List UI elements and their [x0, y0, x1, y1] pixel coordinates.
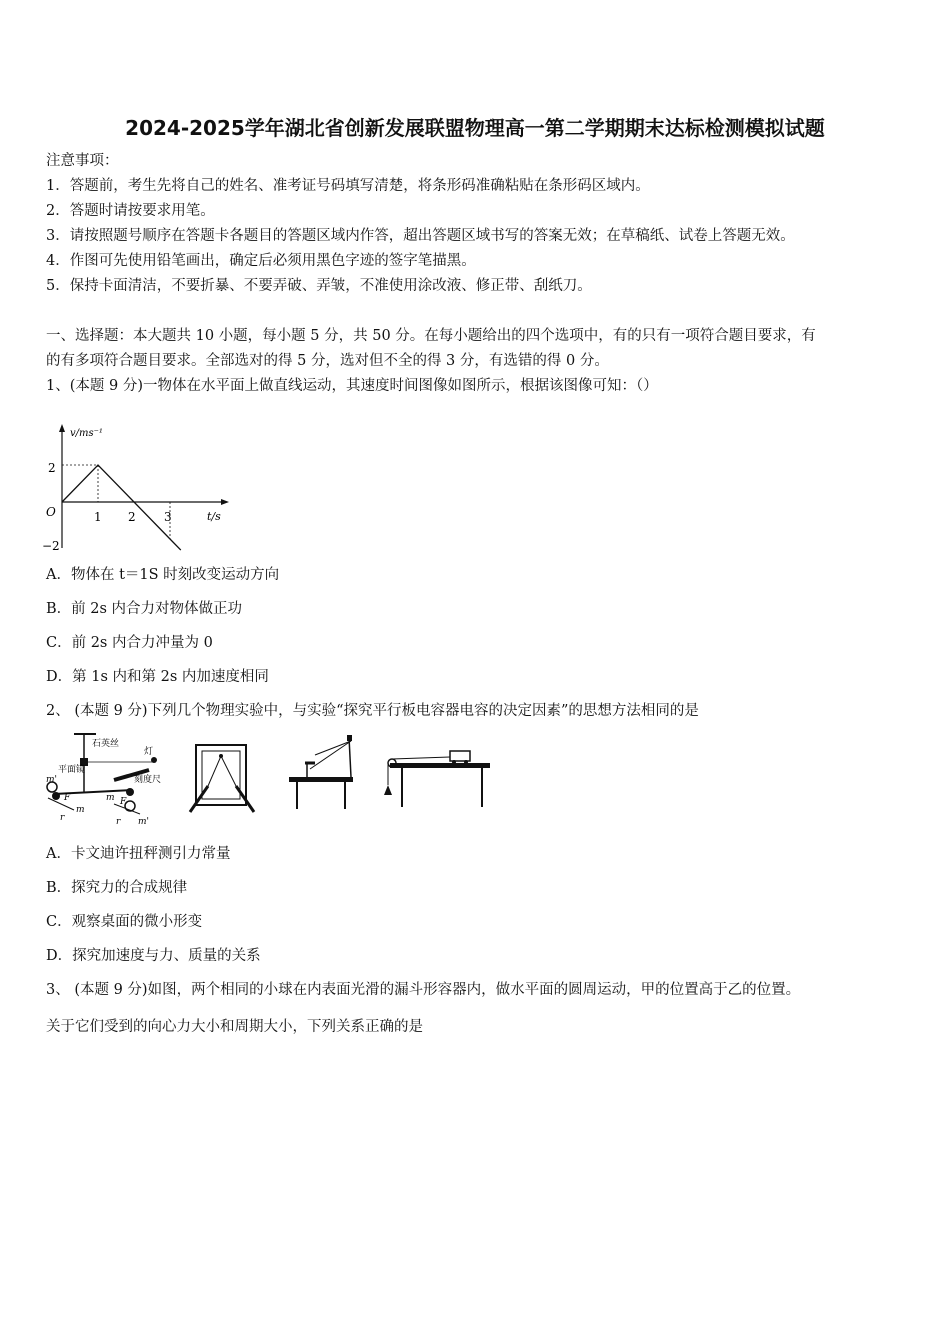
x-tick-label: 3: [164, 510, 172, 524]
weight-icon: [384, 785, 392, 795]
option-b: B．探究力的合成规律: [46, 880, 188, 896]
graph-axes: [59, 424, 229, 548]
svg-text:m': m': [46, 775, 58, 785]
x-axis-label: t/s: [207, 510, 221, 523]
table-deformation-figure: [285, 733, 361, 813]
cart-icon: [450, 751, 470, 761]
notice-item: 4．作图可先使用铅笔画出，确定后必须用黑色字迹的签字笔描黑。: [46, 253, 476, 269]
svg-text:石英丝: 石英丝: [92, 739, 120, 749]
option-d: D．探究加速度与力、质量的关系: [46, 948, 261, 964]
velocity-time-graph: [40, 420, 240, 555]
option-c: C．观察桌面的微小形变: [46, 914, 203, 930]
x-axis-arrow: [221, 499, 229, 505]
page-title: 2024-2025学年湖北省创新发展联盟物理高一第二学期期末达标检测模拟试题: [125, 116, 825, 140]
option-a: A．物体在 t＝1S 时刻改变运动方向: [46, 567, 280, 583]
y-tick-label: 2: [48, 461, 56, 475]
lamp-icon: [151, 757, 157, 763]
svg-text:F: F: [64, 793, 71, 803]
question-3-stem: 关于它们受到的向心力大小和周期大小，下列关系正确的是: [46, 1019, 423, 1035]
svg-text:r: r: [116, 817, 121, 827]
option-b: B．前 2s 内合力对物体做正功: [46, 601, 243, 617]
question-1-stem: 1、(本题 9 分)一物体在水平面上做直线运动，其速度时间图像如图所示，根据该图像可知：（）: [46, 378, 658, 394]
question-2-stem: 2、 (本题 9 分)下列几个物理实验中，与实验“探究平行板电容器电容的决定因素”的思想方法相同的是: [46, 703, 699, 719]
x-tick-label: 1: [94, 510, 102, 524]
y-axis-arrow: [59, 424, 65, 432]
notice-item: 1．答题前，考生先将自己的姓名、准考证号码填写清楚，将条形码准确粘贴在条形码区域内。: [46, 178, 650, 194]
velocity-series-line: [62, 465, 181, 550]
svg-text:刻度尺: 刻度尺: [134, 775, 162, 785]
option-c: C．前 2s 内合力冲量为 0: [46, 635, 213, 651]
cart-track-figure: [384, 745, 494, 811]
torsion-balance-figure: [44, 732, 164, 828]
x-tick-label: 2: [128, 510, 136, 524]
svg-text:平面镜: 平面镜: [58, 765, 86, 775]
notice-item: 3．请按照题号顺序在答题卡各题目的答题区域内作答，超出答题区域书写的答案无效；在草稿纸、试卷上答题无效。: [46, 228, 795, 244]
y-axis-label: v/ms⁻¹: [70, 428, 103, 439]
notice-item: 2．答题时请按要求用笔。: [46, 203, 215, 219]
origin-label: O: [46, 505, 56, 519]
svg-text:r: r: [60, 813, 65, 823]
section-intro: 一、选择题：本大题共 10 小题，每小题 5 分，共 50 分。在每小题给出的四个选项中，有的只有一项符合题目要求，有: [46, 328, 816, 344]
y-tick-label: −2: [42, 539, 60, 553]
question-3-stem: 3、 (本题 9 分)如图，两个相同的小球在内表面光滑的漏斗形容器内，做水平面的圆周运动，甲的位置高于乙的位置。: [46, 982, 801, 998]
notice-item: 5．保持卡面清洁，不要折暴、不要弄破、弄皱，不准使用涂改液、修正带、刮纸刀。: [46, 278, 592, 294]
section-intro: 的有多项符合题目要求。全部选对的得 5 分，选对但不全的得 3 分，有选错的得 0 分。: [46, 353, 609, 369]
force-composition-figure: [184, 742, 260, 818]
svg-text:m': m': [138, 817, 150, 827]
svg-text:m: m: [106, 793, 115, 803]
svg-text:F: F: [120, 797, 127, 807]
svg-text:m: m: [76, 805, 85, 815]
svg-text:灯: 灯: [144, 747, 154, 757]
mirror-icon: [347, 735, 352, 741]
option-d: D．第 1s 内和第 2s 内加速度相同: [46, 669, 269, 685]
notice-heading: 注意事项：: [46, 153, 119, 169]
option-a: A．卡文迪许扭秤测引力常量: [46, 846, 231, 862]
